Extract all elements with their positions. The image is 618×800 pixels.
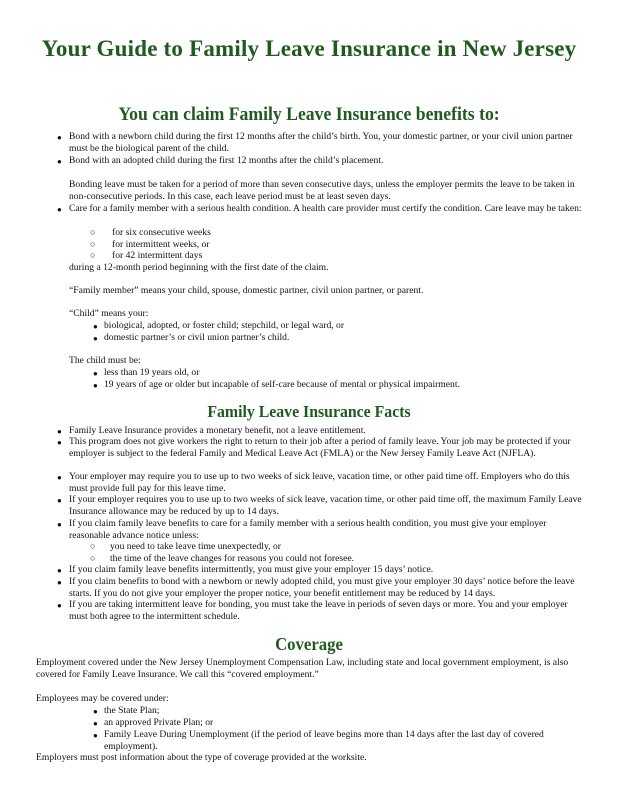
bullet-icon: ● [57,601,62,610]
section-heading-benefits: You can claim Family Leave Insurance benefits to: [118,104,500,125]
bullet-icon: ● [93,369,98,378]
child-type: biological, adopted, or foster child; stepchild, or legal ward, or [104,320,345,331]
bullet-icon: ● [57,473,62,482]
posting-note: Employers must post information about the type of coverage provided at the worksite. [36,752,367,763]
page-title: Your Guide to Family Leave Insurance in New Jersey [41,36,577,61]
fact-item: If you claim family leave benefits intermittently, you must give your employer 15 days’ notice. [69,564,434,575]
bullet-icon: ● [57,496,62,505]
bonding-note: Bonding leave must be taken for a period of more than seven consecutive days, unless the employer permits the leave to be taken in non-consecutive periods. In this case, each leave period must be at least seven days. [69,179,575,202]
fact-item: If you claim benefits to bond with a newborn or newly adopted child, you must give your employer 30 days’ notice before the leave starts. If you do not give your employer the proper notice, your benefit entitlement may be reduced by 14 days. [69,576,575,599]
fact-subitem: the time of the leave changes for reasons you could not foresee. [110,553,355,564]
bullet-icon: ● [93,719,98,728]
bullet-icon: ● [57,205,62,214]
bullet-icon: ● [57,520,62,529]
bullet-icon: ● [93,731,98,740]
care-option: for 42 intermittent days [112,250,203,261]
child-means: “Child” means your: [69,308,149,319]
bullet-icon: ● [57,157,62,166]
circle-bullet-icon: ○ [90,250,96,260]
fact-item: If you are taking intermittent leave for bonding, you must take the leave in periods of seven days or more. You and your employer must both agree to the intermittent schedule. [69,599,568,622]
child-must-be: The child must be: [69,355,141,366]
circle-bullet-icon: ○ [90,553,96,563]
circle-bullet-icon: ○ [90,541,96,551]
family-member-definition: “Family member” means your child, spouse, domestic partner, civil union partner, or parent. [69,285,424,296]
care-option: for intermittent weeks, or [112,239,210,250]
fact-item: If your employer requires you to use up to two weeks of sick leave, vacation time, or other paid time off, the maximum Family Leave Insurance allowance may be reduced by up to 14 days. [69,494,582,517]
bullet-newborn: Bond with a newborn child during the first 12 months after the child’s birth. You, your domestic partner, or your civil union partner must be the biological parent of the child. [69,131,573,154]
child-condition: 19 years of age or older but incapable of self-care because of mental or physical impairment. [104,379,460,390]
bullet-care: Care for a family member with a serious health condition. A health care provider must certify the condition. Care leave may be taken: [69,203,582,214]
fact-item: Your employer may require you to use up to two weeks of sick leave, vacation time, or other paid time off. Employers who do this must provide full pay for this leave time. [69,471,570,494]
bullet-icon: ● [57,427,62,436]
care-period: during a 12-month period beginning with the first date of the claim. [69,262,329,273]
child-condition: less than 19 years old, or [104,367,200,378]
bullet-icon: ● [57,438,62,447]
fact-item: This program does not give workers the right to return to their job after a period of family leave. Your job may be protected if your employer is subject to the federal Family and Medical Leave Act (FMLA) or the New Jersey Family Leave Act (NJFLA). [69,436,571,459]
circle-bullet-icon: ○ [90,239,96,249]
plan-item: an approved Private Plan; or [104,717,214,728]
bullet-adopted: Bond with an adopted child during the first 12 months after the child’s placement. [69,155,384,166]
circle-bullet-icon: ○ [90,227,96,237]
bullet-icon: ● [93,334,98,343]
plan-item: Family Leave During Unemployment (if the period of leave begins more than 14 days after the last day of covered employment). [104,729,544,752]
coverage-paragraph: Employment covered under the New Jersey Unemployment Compensation Law, including state and local government employment, is also covered for Family Leave Insurance. We call this “covered employment.” [36,657,569,680]
child-type: domestic partner’s or civil union partner’s child. [104,332,290,343]
covered-under: Employees may be covered under: [36,693,169,704]
fact-subitem: you need to take leave time unexpectedly, or [110,541,281,552]
bullet-icon: ● [93,707,98,716]
care-option: for six consecutive weeks [112,227,211,238]
bullet-icon: ● [93,322,98,331]
fact-item: If you claim family leave benefits to care for a family member with a serious health condition, you must give your employer reasonable advance notice unless: [69,518,547,541]
section-heading-facts: Family Leave Insurance Facts [207,402,411,421]
bullet-icon: ● [57,566,62,575]
plan-item: the State Plan; [104,705,160,716]
bullet-icon: ● [93,381,98,390]
bullet-icon: ● [57,133,62,142]
bullet-icon: ● [57,578,62,587]
fact-item: Family Leave Insurance provides a monetary benefit, not a leave entitlement. [69,425,366,436]
section-heading-coverage: Coverage [275,634,343,654]
